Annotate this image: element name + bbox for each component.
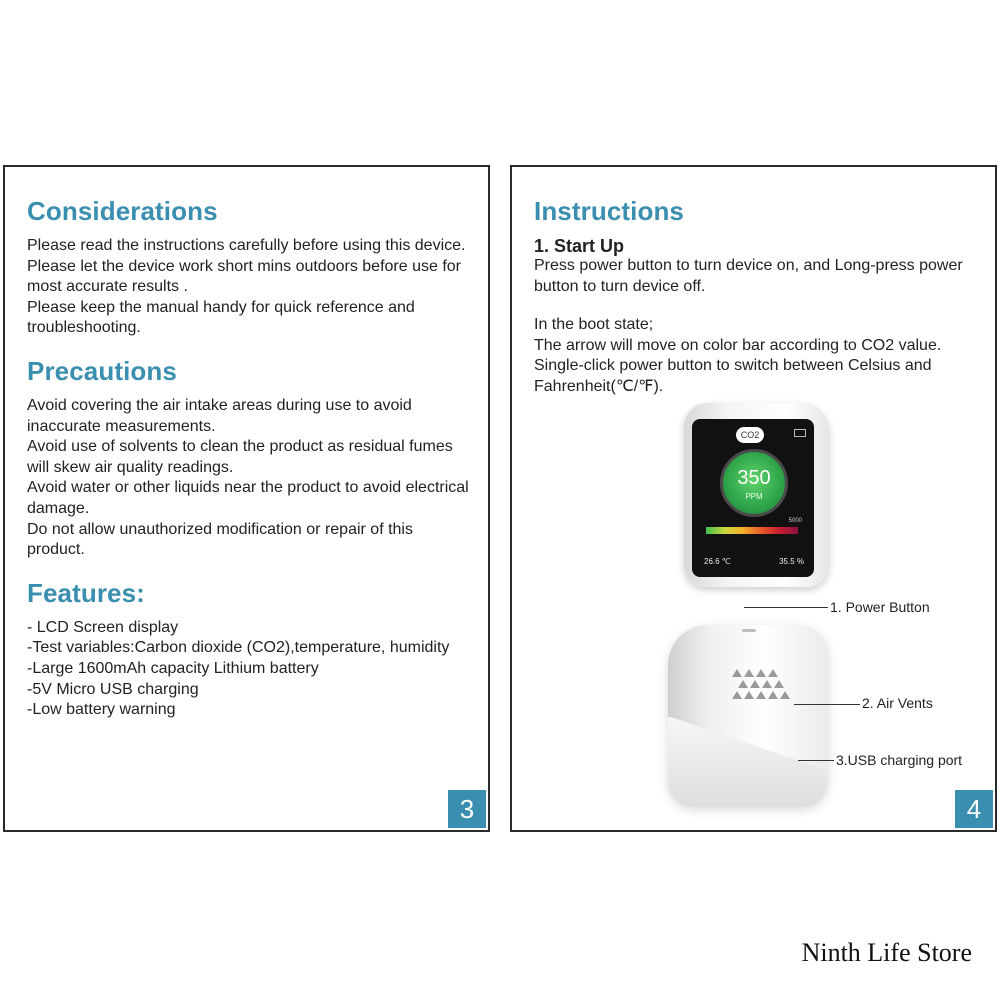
usb-port-callout-line <box>798 760 834 761</box>
vent-slot <box>750 680 760 688</box>
features-line-3: -Large 1600mAh capacity Lithium battery <box>27 659 319 677</box>
features-line-2: -Test variables:Carbon dioxide (CO2),temperature, humidity <box>27 639 450 657</box>
vent-slot <box>744 669 754 677</box>
considerations-line-2: Please let the device work short mins outdoors before use for most accurate results . <box>27 257 461 296</box>
co2-monitor-back-image <box>668 625 828 807</box>
usb-port-callout: 3.USB charging port <box>836 752 963 768</box>
features-line-4: -5V Micro USB charging <box>27 680 199 698</box>
device-base-curve <box>668 716 828 807</box>
considerations-line-3: Please keep the manual handy for quick reference and troubleshooting. <box>27 298 415 337</box>
vent-slot <box>738 680 748 688</box>
co2-monitor-front-image <box>684 403 829 587</box>
vent-slot <box>762 680 772 688</box>
air-vents-callout: 2. Air Vents <box>862 695 933 711</box>
boot-state-line-2: The arrow will move on color bar according to CO2 value. <box>534 336 942 354</box>
co2-value: 350 <box>737 467 771 489</box>
co2-color-bar <box>706 527 798 534</box>
manual-page-4 <box>510 165 997 832</box>
page-number-badge: 4 <box>955 790 993 828</box>
page-number-badge: 3 <box>448 790 486 828</box>
start-up-paragraph: Press power button to turn device on, and Long-press power button to turn device off. <box>534 257 963 295</box>
air-vents-callout-line <box>794 704 860 705</box>
features-heading: Features: <box>27 577 145 608</box>
air-vents-illustration <box>732 669 802 709</box>
page-4-content <box>534 195 977 398</box>
vent-slot <box>732 669 742 677</box>
manual-page-3 <box>3 165 490 832</box>
power-button-illustration <box>742 629 756 632</box>
power-button-callout-line <box>744 607 828 608</box>
features-line-5: -Low battery warning <box>27 701 176 719</box>
battery-icon <box>794 429 806 437</box>
temperature-readout: 26.6 ℃ <box>704 557 731 566</box>
co2-unit: PPM <box>745 492 763 501</box>
vent-slot <box>774 680 784 688</box>
vent-slot <box>756 691 766 699</box>
vent-slot <box>732 691 742 699</box>
paragraph-gap <box>534 297 977 315</box>
humidity-readout: 35.5 % <box>779 557 804 566</box>
co2-cloud-icon: CO2 <box>736 427 764 443</box>
co2-reading-dial <box>720 449 788 517</box>
considerations-heading: Considerations <box>27 196 218 226</box>
vent-slot <box>768 669 778 677</box>
precautions-line-2: Avoid use of solvents to clean the product as residual fumes will skew air quality readings. <box>27 438 453 476</box>
boot-state-line-1: In the boot state; <box>534 316 654 334</box>
store-watermark: Ninth Life Store <box>801 938 972 967</box>
considerations-line-1: Please read the instructions carefully before using this device. <box>27 237 466 254</box>
precautions-line-3: Avoid water or other liquids near the product to avoid electrical damage. <box>27 479 469 517</box>
power-button-callout: 1. Power Button <box>830 599 930 615</box>
vent-slot <box>768 691 778 699</box>
instructions-heading: Instructions <box>534 196 684 226</box>
precautions-heading: Precautions <box>27 355 177 386</box>
lcd-screen <box>692 419 814 577</box>
vent-slot <box>780 691 790 699</box>
precautions-line-4: Do not allow unauthorized modification or repair of this product. <box>27 520 413 559</box>
features-line-1: - LCD Screen display <box>27 618 179 636</box>
vent-slot <box>756 669 766 677</box>
vent-slot <box>744 691 754 699</box>
start-up-subheading: 1. Start Up <box>534 236 625 256</box>
color-bar-max-label: 5000 <box>788 518 802 524</box>
page-3-content <box>27 195 470 721</box>
boot-state-line-3: Single-click power button to switch between Celsius and Fahrenheit(℃/℉). <box>534 357 932 395</box>
precautions-line-1: Avoid covering the air intake areas during use to avoid inaccurate measurements. <box>27 396 412 435</box>
